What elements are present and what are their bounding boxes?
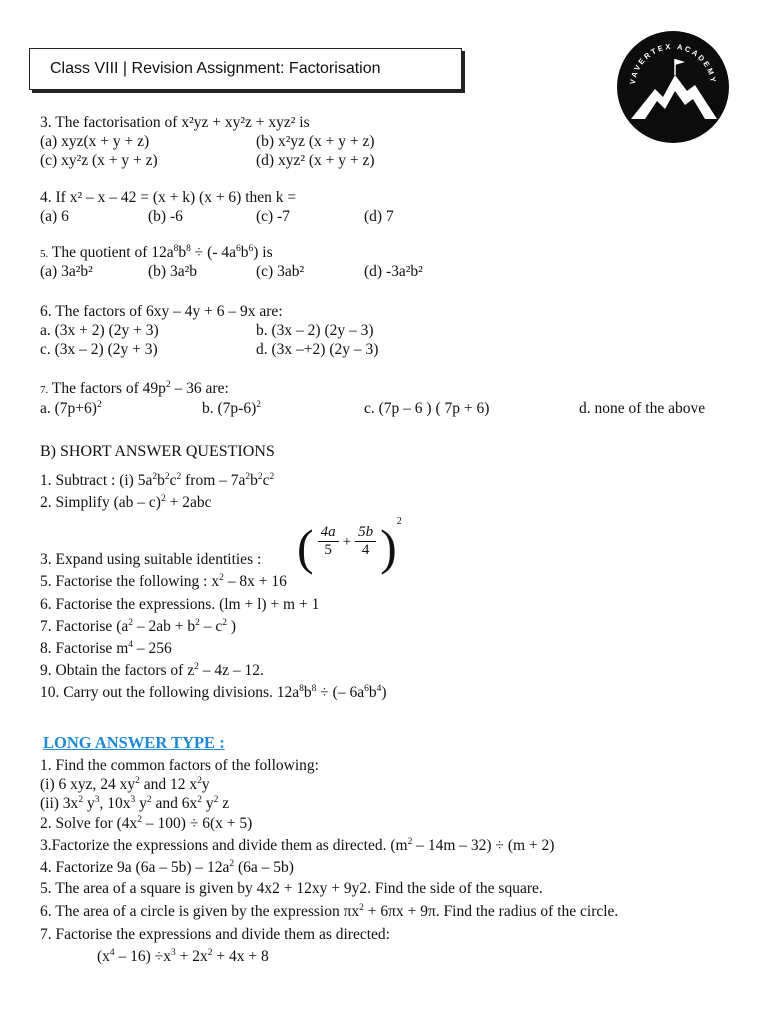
long-q2: 2. Solve for $(4x^2 - 100) \div 6(x + 5)$ xyxy=(40,814,253,832)
long-q3: 3.Factorize the expressions and divide them as directed. $(m^2 - 14m - 32) \div (m + 2)$ xyxy=(40,836,555,854)
long-q7: 7. Factorise the expressions and divide them as directed: xyxy=(40,926,390,943)
mcq-5-option-b: (b) 3a²b xyxy=(148,263,197,280)
long-q4: 4. Factorize 9a $(6a - 5b) - 12a^2$ (6a – 5b) xyxy=(40,858,294,876)
academy-logo xyxy=(617,31,729,143)
mcq-3-question: 3. The factorisation of x²yz + xy²z + xyz² is xyxy=(40,114,310,131)
mcq-5-option-d: (d) -3a²b² xyxy=(364,263,423,280)
mcq-3-option-d: (d) xyz² (x + y + z) xyxy=(256,152,375,169)
short-q3: 3. Expand using suitable identities : xyxy=(40,551,262,568)
long-q7-expression: $(x^4 - 16) \div x^3 + 2x^2 + 4x + 8$ xyxy=(97,947,269,965)
short-q10: 10. Carry out the following divisions. $12a^8b^8$ ÷ (– $6a^6b^4$) xyxy=(40,683,387,701)
short-q8: 8. Factorise $m^4 - 256$ xyxy=(40,639,172,657)
mcq-7-option-c: c. (7p – 6 ) ( 7p + 6) xyxy=(364,400,490,417)
mcq-4-option-a: (a) 6 xyxy=(40,208,69,225)
logo-text: VAVERTEX ACADEMY xyxy=(628,41,719,85)
long-answer-heading: LONG ANSWER TYPE : xyxy=(43,733,225,752)
mcq-7-question: 7. The factors of $49p^2 - 36$ are: xyxy=(40,379,229,397)
mcq-5-option-c: (c) 3ab² xyxy=(256,263,305,280)
mcq-6-option-c: c. (3x – 2) (2y + 3) xyxy=(40,341,158,358)
fraction-5b-over-4: $\frac{5b}{4}$ xyxy=(355,524,376,559)
short-q7: 7. Factorise ($a^2 - 2ab + b^2 - c^2$ ) xyxy=(40,617,237,635)
mcq-6-option-b: b. (3x – 2) (2y – 3) xyxy=(256,322,374,339)
short-q6: 6. Factorise the expressions. (lm + l) + m + 1 xyxy=(40,596,320,613)
short-q2: 2. Simplify (ab – c)$^2$ + 2abc xyxy=(40,493,212,511)
mcq-6-question: 6. The factors of 6xy – 4y + 6 – 9x are: xyxy=(40,303,283,320)
page-title: Class VIII | Revision Assignment: Factorisation xyxy=(50,60,381,77)
mcq-3-option-a: (a) xyz(x + y + z) xyxy=(40,133,150,150)
short-answer-heading: B) SHORT ANSWER QUESTIONS xyxy=(40,443,275,460)
long-q1-i: (i) 6 xyz, 24 $xy^2$ and 12 $x^2y$ xyxy=(40,775,210,793)
short-q9: 9. Obtain the factors of $z^2 - 4z - 12$. xyxy=(40,661,264,679)
mountain-flag-icon xyxy=(617,31,729,143)
short-q5: 5. Factorise the following : $x^2 - 8x + 16$ xyxy=(40,572,287,590)
mcq-4-option-b: (b) -6 xyxy=(148,208,183,225)
mcq-4-option-d: (d) 7 xyxy=(364,208,394,225)
fraction-4a-over-5: $\frac{4a}{5}$ xyxy=(318,524,339,559)
mcq-5-option-a: (a) 3a²b² xyxy=(40,263,93,280)
mcq-3-option-b: (b) x²yz (x + y + z) xyxy=(256,133,375,150)
mcq-3-option-c: (c) xy²z (x + y + z) xyxy=(40,152,158,169)
long-q5: 5. The area of a square is given by 4x2 + 12xy + 9y2. Find the side of the square. xyxy=(40,880,543,897)
short-q1: 1. Subtract : (i) $5a^2b^2c^2$ from – $7a^2b^2c^2$ xyxy=(40,471,275,489)
long-q1-ii: (ii) $3x^2$ $y^3$, $10x^3$ $y^2$ and $6x^2$ $y^2$ z xyxy=(40,794,230,812)
expand-expression: ( $\frac{4a}{5}$ + $\frac{5b}{4}$ ) 2 xyxy=(297,516,402,575)
mcq-5-question: 5. The quotient of $12a^8b^8$ ÷ (- $4a^6b^6$) is xyxy=(40,243,273,261)
mcq-6-option-d: d. (3x –+2) (2y – 3) xyxy=(256,341,379,358)
svg-text:VAVERTEX ACADEMY xyxy=(628,42,718,85)
long-q1: 1. Find the common factors of the following: xyxy=(40,757,319,774)
title-box xyxy=(29,48,462,90)
mcq-7-option-a: a. $(7p+6)^2$ xyxy=(40,399,102,417)
mcq-4-option-c: (c) -7 xyxy=(256,208,290,225)
mcq-7-option-b: b. $(7p-6)^2$ xyxy=(202,399,261,417)
mcq-6-option-a: a. (3x + 2) (2y + 3) xyxy=(40,322,159,339)
mcq-4-question: 4. If x² – x – 42 = (x + k) (x + 6) then k = xyxy=(40,189,297,206)
mcq-7-option-d: d. none of the above xyxy=(579,400,706,417)
long-q6: 6. The area of a circle is given by the expression $\pi x^2 + 6\pi x + 9\pi$. Find the radius of the circle. xyxy=(40,902,619,920)
